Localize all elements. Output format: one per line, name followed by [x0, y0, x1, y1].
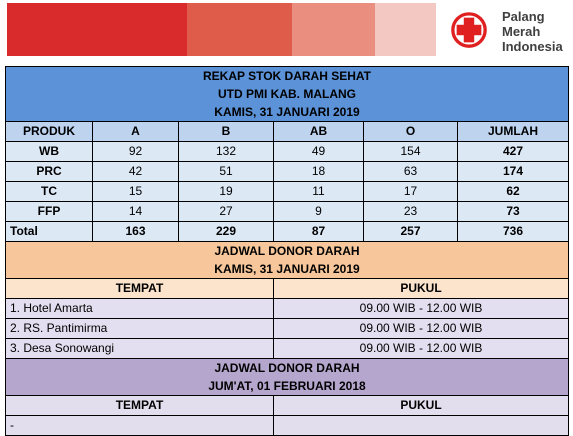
- value-cell: 17: [364, 182, 458, 202]
- column-header-tempat: TEMPAT: [6, 396, 274, 416]
- schedule-title: [6, 242, 569, 279]
- sum-cell: 174: [458, 162, 569, 182]
- total-label: Total: [6, 222, 93, 242]
- table-row: [6, 319, 569, 339]
- column-header-ab: AB: [274, 122, 364, 142]
- stock-title-line: KAMIS, 31 JANUARI 2019: [214, 105, 360, 119]
- product-cell: TC: [6, 182, 93, 202]
- column-header-pukul: PUKUL: [274, 279, 569, 299]
- time-cell: [274, 416, 569, 436]
- place-cell: 2. RS. Pantimirma: [6, 319, 274, 339]
- value-cell: 19: [179, 182, 274, 202]
- logo-text: [502, 9, 563, 54]
- table-row: [6, 299, 569, 319]
- color-band-2: [187, 3, 292, 56]
- column-header-tempat: TEMPAT: [6, 279, 274, 299]
- table-row: [6, 416, 569, 436]
- value-cell: 49: [274, 142, 364, 162]
- pmi-logo: [450, 9, 568, 57]
- value-cell: 23: [364, 202, 458, 222]
- logo-line: Indonesia: [502, 39, 563, 54]
- value-cell: 132: [179, 142, 274, 162]
- logo-line: Merah: [502, 24, 541, 39]
- red-cross-icon: [450, 11, 488, 49]
- column-header-a: A: [93, 122, 179, 142]
- stock-title-line: REKAP STOK DARAH SEHAT: [202, 69, 372, 83]
- product-cell: PRC: [6, 162, 93, 182]
- place-cell: -: [6, 416, 274, 436]
- table-row: [6, 162, 569, 182]
- product-cell: FFP: [6, 202, 93, 222]
- schedule-title: [6, 359, 569, 396]
- place-cell: 3. Desa Sonowangi: [6, 339, 274, 359]
- color-band-1: [7, 3, 187, 56]
- place-cell: 1. Hotel Amarta: [6, 299, 274, 319]
- stock-sheet: [5, 66, 569, 436]
- value-cell: 14: [93, 202, 179, 222]
- value-cell: 63: [364, 162, 458, 182]
- sum-cell: 73: [458, 202, 569, 222]
- time-cell: 09.00 WIB - 12.00 WIB: [274, 319, 569, 339]
- value-cell: 11: [274, 182, 364, 202]
- header-color-bands: [7, 3, 436, 56]
- value-cell: 92: [93, 142, 179, 162]
- schedule-title-line: JUM'AT, 01 FEBRUARI 2018: [208, 379, 366, 393]
- schedule-title-line: JADWAL DONOR DARAH: [214, 244, 360, 258]
- stock-title: [6, 67, 569, 122]
- column-header-pukul: PUKUL: [274, 396, 569, 416]
- column-header-produk: PRODUK: [6, 122, 93, 142]
- value-cell: 27: [179, 202, 274, 222]
- column-header-o: O: [364, 122, 458, 142]
- value-cell: 9: [274, 202, 364, 222]
- column-header-jumlah: JUMLAH: [458, 122, 569, 142]
- table-row: [6, 202, 569, 222]
- product-cell: WB: [6, 142, 93, 162]
- schedule-title-line: JADWAL DONOR DARAH: [214, 361, 360, 375]
- sum-cell: 62: [458, 182, 569, 202]
- total-cell: 257: [364, 222, 458, 242]
- value-cell: 42: [93, 162, 179, 182]
- total-cell: 163: [93, 222, 179, 242]
- time-cell: 09.00 WIB - 12.00 WIB: [274, 299, 569, 319]
- value-cell: 18: [274, 162, 364, 182]
- column-header-b: B: [179, 122, 274, 142]
- logo-line: Palang: [502, 9, 545, 24]
- value-cell: 15: [93, 182, 179, 202]
- sum-cell: 427: [458, 142, 569, 162]
- value-cell: 51: [179, 162, 274, 182]
- color-band-4: [375, 3, 436, 56]
- total-row: [6, 222, 569, 242]
- total-cell: 87: [274, 222, 364, 242]
- schedule-title-line: KAMIS, 31 JANUARI 2019: [214, 262, 360, 276]
- stock-title-line: UTD PMI KAB. MALANG: [218, 87, 356, 101]
- table-row: [6, 142, 569, 162]
- total-cell: 736: [458, 222, 569, 242]
- table-row: [6, 182, 569, 202]
- time-cell: 09.00 WIB - 12.00 WIB: [274, 339, 569, 359]
- value-cell: 154: [364, 142, 458, 162]
- color-band-3: [292, 3, 375, 56]
- total-cell: 229: [179, 222, 274, 242]
- table-row: [6, 339, 569, 359]
